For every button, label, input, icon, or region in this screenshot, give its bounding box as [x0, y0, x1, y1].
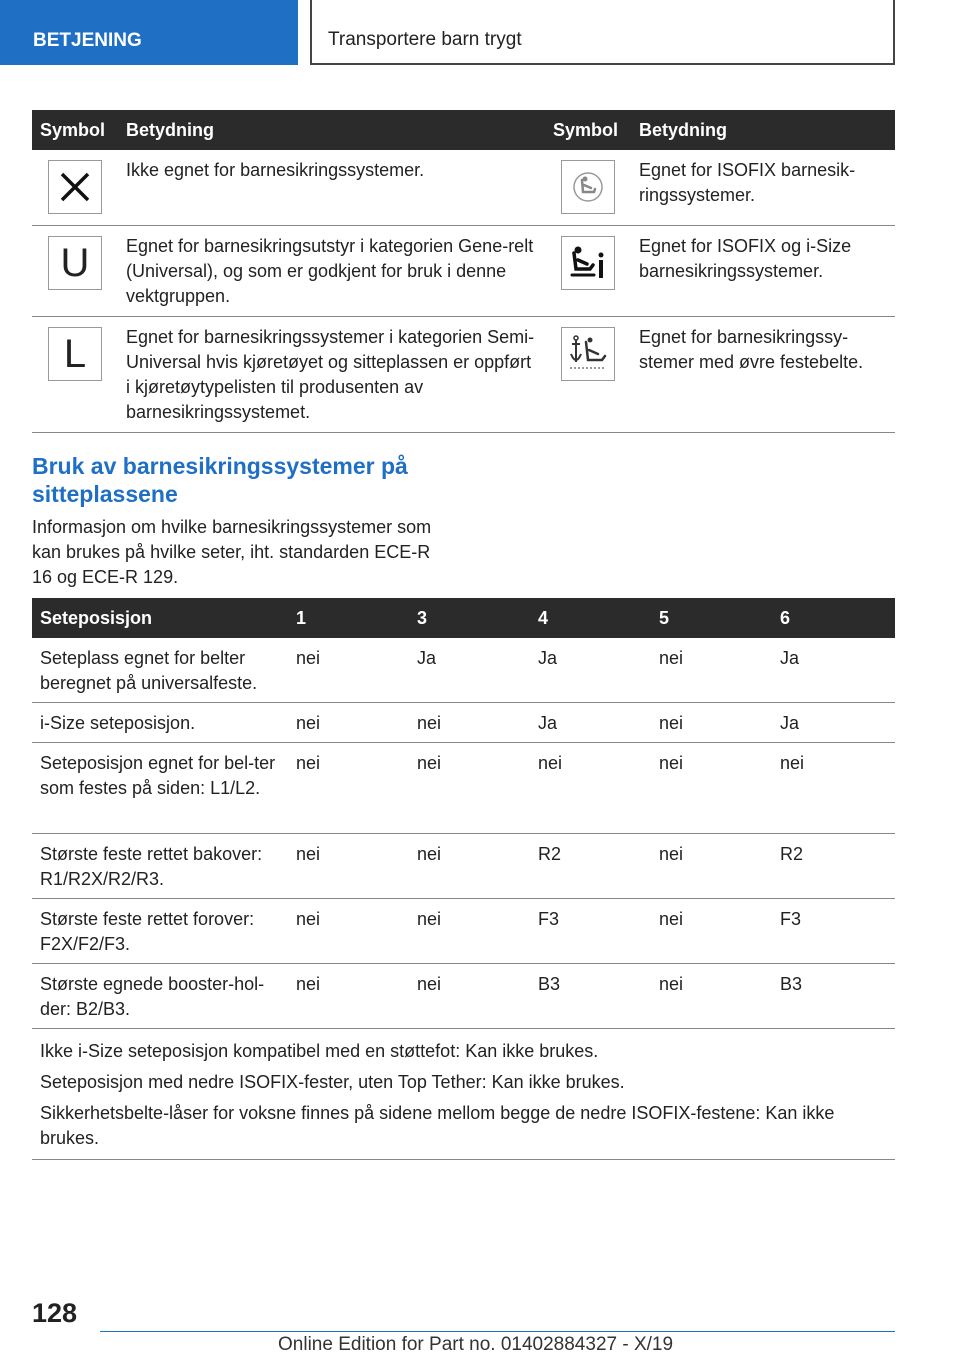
- section-title: Bruk av barnesikringssystemer på sitteplassene: [32, 453, 408, 507]
- table-row: [32, 638, 895, 703]
- symbol-meaning: Egnet for ISOFIX og i-Size barnesikringssystemer.: [639, 236, 852, 281]
- table-cell: nei: [296, 648, 321, 668]
- table-cell: nei: [659, 713, 684, 733]
- table-cell: F3: [538, 909, 560, 929]
- header-symbol-1: Symbol: [40, 119, 106, 140]
- table-cell: nei: [659, 909, 684, 929]
- table-note: Seteposisjon med nedre ISOFIX-fester, uten Top Tether: Kan ikke brukes.: [40, 1072, 625, 1092]
- anchor-seat-icon: [561, 327, 615, 381]
- row-label: Største feste rettet bakover: R1/R2X/R2/R3.: [40, 844, 263, 889]
- header-seat-4: 4: [538, 607, 549, 628]
- symbol-table: [32, 110, 895, 433]
- page-number: 128: [32, 1298, 78, 1328]
- cross-icon: [48, 160, 102, 214]
- chapter-title: Transportere barn trygt: [310, 0, 895, 65]
- symbol-meaning: Ikke egnet for barnesikringssystemer.: [126, 160, 425, 180]
- header-seat-5: 5: [659, 607, 670, 628]
- isofix-isize-icon: [561, 236, 615, 290]
- footer-divider: [100, 1331, 895, 1332]
- row-label: Største feste rettet forover: F2X/F2/F3.: [40, 909, 255, 954]
- table-cell: nei: [538, 753, 563, 773]
- table-note: Ikke i-Size seteposisjon kompatibel med en støttefot: Kan ikke brukes.: [40, 1041, 599, 1061]
- section-intro: Informasjon om hvilke barnesikringssystemer som kan brukes på hvilke seter, iht. standarden ECE-R 16 og ECE-R 129.: [32, 517, 432, 587]
- table-cell: nei: [296, 909, 321, 929]
- table-row: [32, 964, 895, 1029]
- table-cell: B3: [780, 974, 803, 994]
- symbol-row: [32, 317, 895, 433]
- table-row: [32, 743, 895, 834]
- header-seat-3: 3: [417, 607, 428, 628]
- seat-position-table: [32, 598, 895, 1160]
- table-cell: nei: [659, 648, 684, 668]
- edition-info: Online Edition for Part no. 01402884327 - X/19: [278, 1334, 674, 1355]
- letter-u: U: [60, 240, 90, 285]
- isofix-seat-icon: [561, 160, 615, 214]
- symbol-meaning: Egnet for barnesikringssystemer i kategorien Semi-Universal hvis kjøretøyet og sitteplassen er oppført i kjøretøytypelisten til produsenten av barnesikringssystemet.: [126, 327, 535, 422]
- header-seat-position: Seteposisjon: [40, 607, 153, 628]
- table-cell: nei: [659, 974, 684, 994]
- symbol-meaning: Egnet for barnesikringssy-stemer med øvre festebelte.: [639, 327, 864, 372]
- letter-l-icon: [48, 327, 102, 381]
- row-label: Seteplass egnet for belter beregnet på universalfeste.: [40, 648, 258, 693]
- table-cell: nei: [296, 974, 321, 994]
- table-row: [32, 834, 895, 899]
- table-row: [32, 703, 895, 743]
- table-cell: nei: [417, 753, 442, 773]
- seat-table-header: [32, 598, 895, 638]
- table-cell: nei: [659, 753, 684, 773]
- letter-u-icon: [48, 236, 102, 290]
- table-cell: nei: [417, 974, 442, 994]
- table-cell: nei: [780, 753, 805, 773]
- symbol-meaning: Egnet for barnesikringsutstyr i kategorien Gene-relt (Universal), og som er godkjent for bruk i denne vektgruppen.: [126, 236, 534, 306]
- header-seat-1: 1: [296, 607, 307, 628]
- symbol-table-header: [32, 110, 895, 150]
- table-row: [32, 899, 895, 964]
- table-cell: Ja: [538, 713, 558, 733]
- table-cell: Ja: [417, 648, 437, 668]
- header-symbol-2: Symbol: [553, 119, 619, 140]
- header-seat-6: 6: [780, 607, 791, 628]
- table-cell: Ja: [780, 648, 800, 668]
- table-cell: Ja: [538, 648, 558, 668]
- row-label: i-Size seteposisjon.: [40, 713, 196, 733]
- symbol-row: [32, 226, 895, 317]
- table-cell: nei: [417, 909, 442, 929]
- table-cell: B3: [538, 974, 561, 994]
- table-cell: R2: [780, 844, 804, 864]
- table-cell: nei: [296, 753, 321, 773]
- table-cell: nei: [659, 844, 684, 864]
- table-cell: F3: [780, 909, 802, 929]
- table-cell: nei: [417, 844, 442, 864]
- header-meaning-1: Betydning: [126, 119, 214, 140]
- table-notes: [32, 1029, 895, 1160]
- table-cell: nei: [296, 844, 321, 864]
- symbol-meaning: Egnet for ISOFIX barnesik-ringssystemer.: [639, 160, 856, 205]
- table-cell: R2: [538, 844, 562, 864]
- table-cell: nei: [296, 713, 321, 733]
- table-cell: nei: [417, 713, 442, 733]
- row-label: Seteposisjon egnet for bel-ter som festes på siden: L1/L2.: [40, 753, 276, 798]
- table-note: Sikkerhetsbelte-låser for voksne finnes på sidene mellom begge de nedre ISOFIX-festene: Kan ikke brukes.: [40, 1103, 835, 1148]
- letter-l: L: [63, 331, 87, 376]
- symbol-row: [32, 150, 895, 226]
- row-label: Største egnede booster-hol-der: B2/B3.: [40, 974, 265, 1019]
- section-tab: BETJENING: [0, 0, 298, 65]
- table-cell: Ja: [780, 713, 800, 733]
- header-meaning-2: Betydning: [639, 119, 727, 140]
